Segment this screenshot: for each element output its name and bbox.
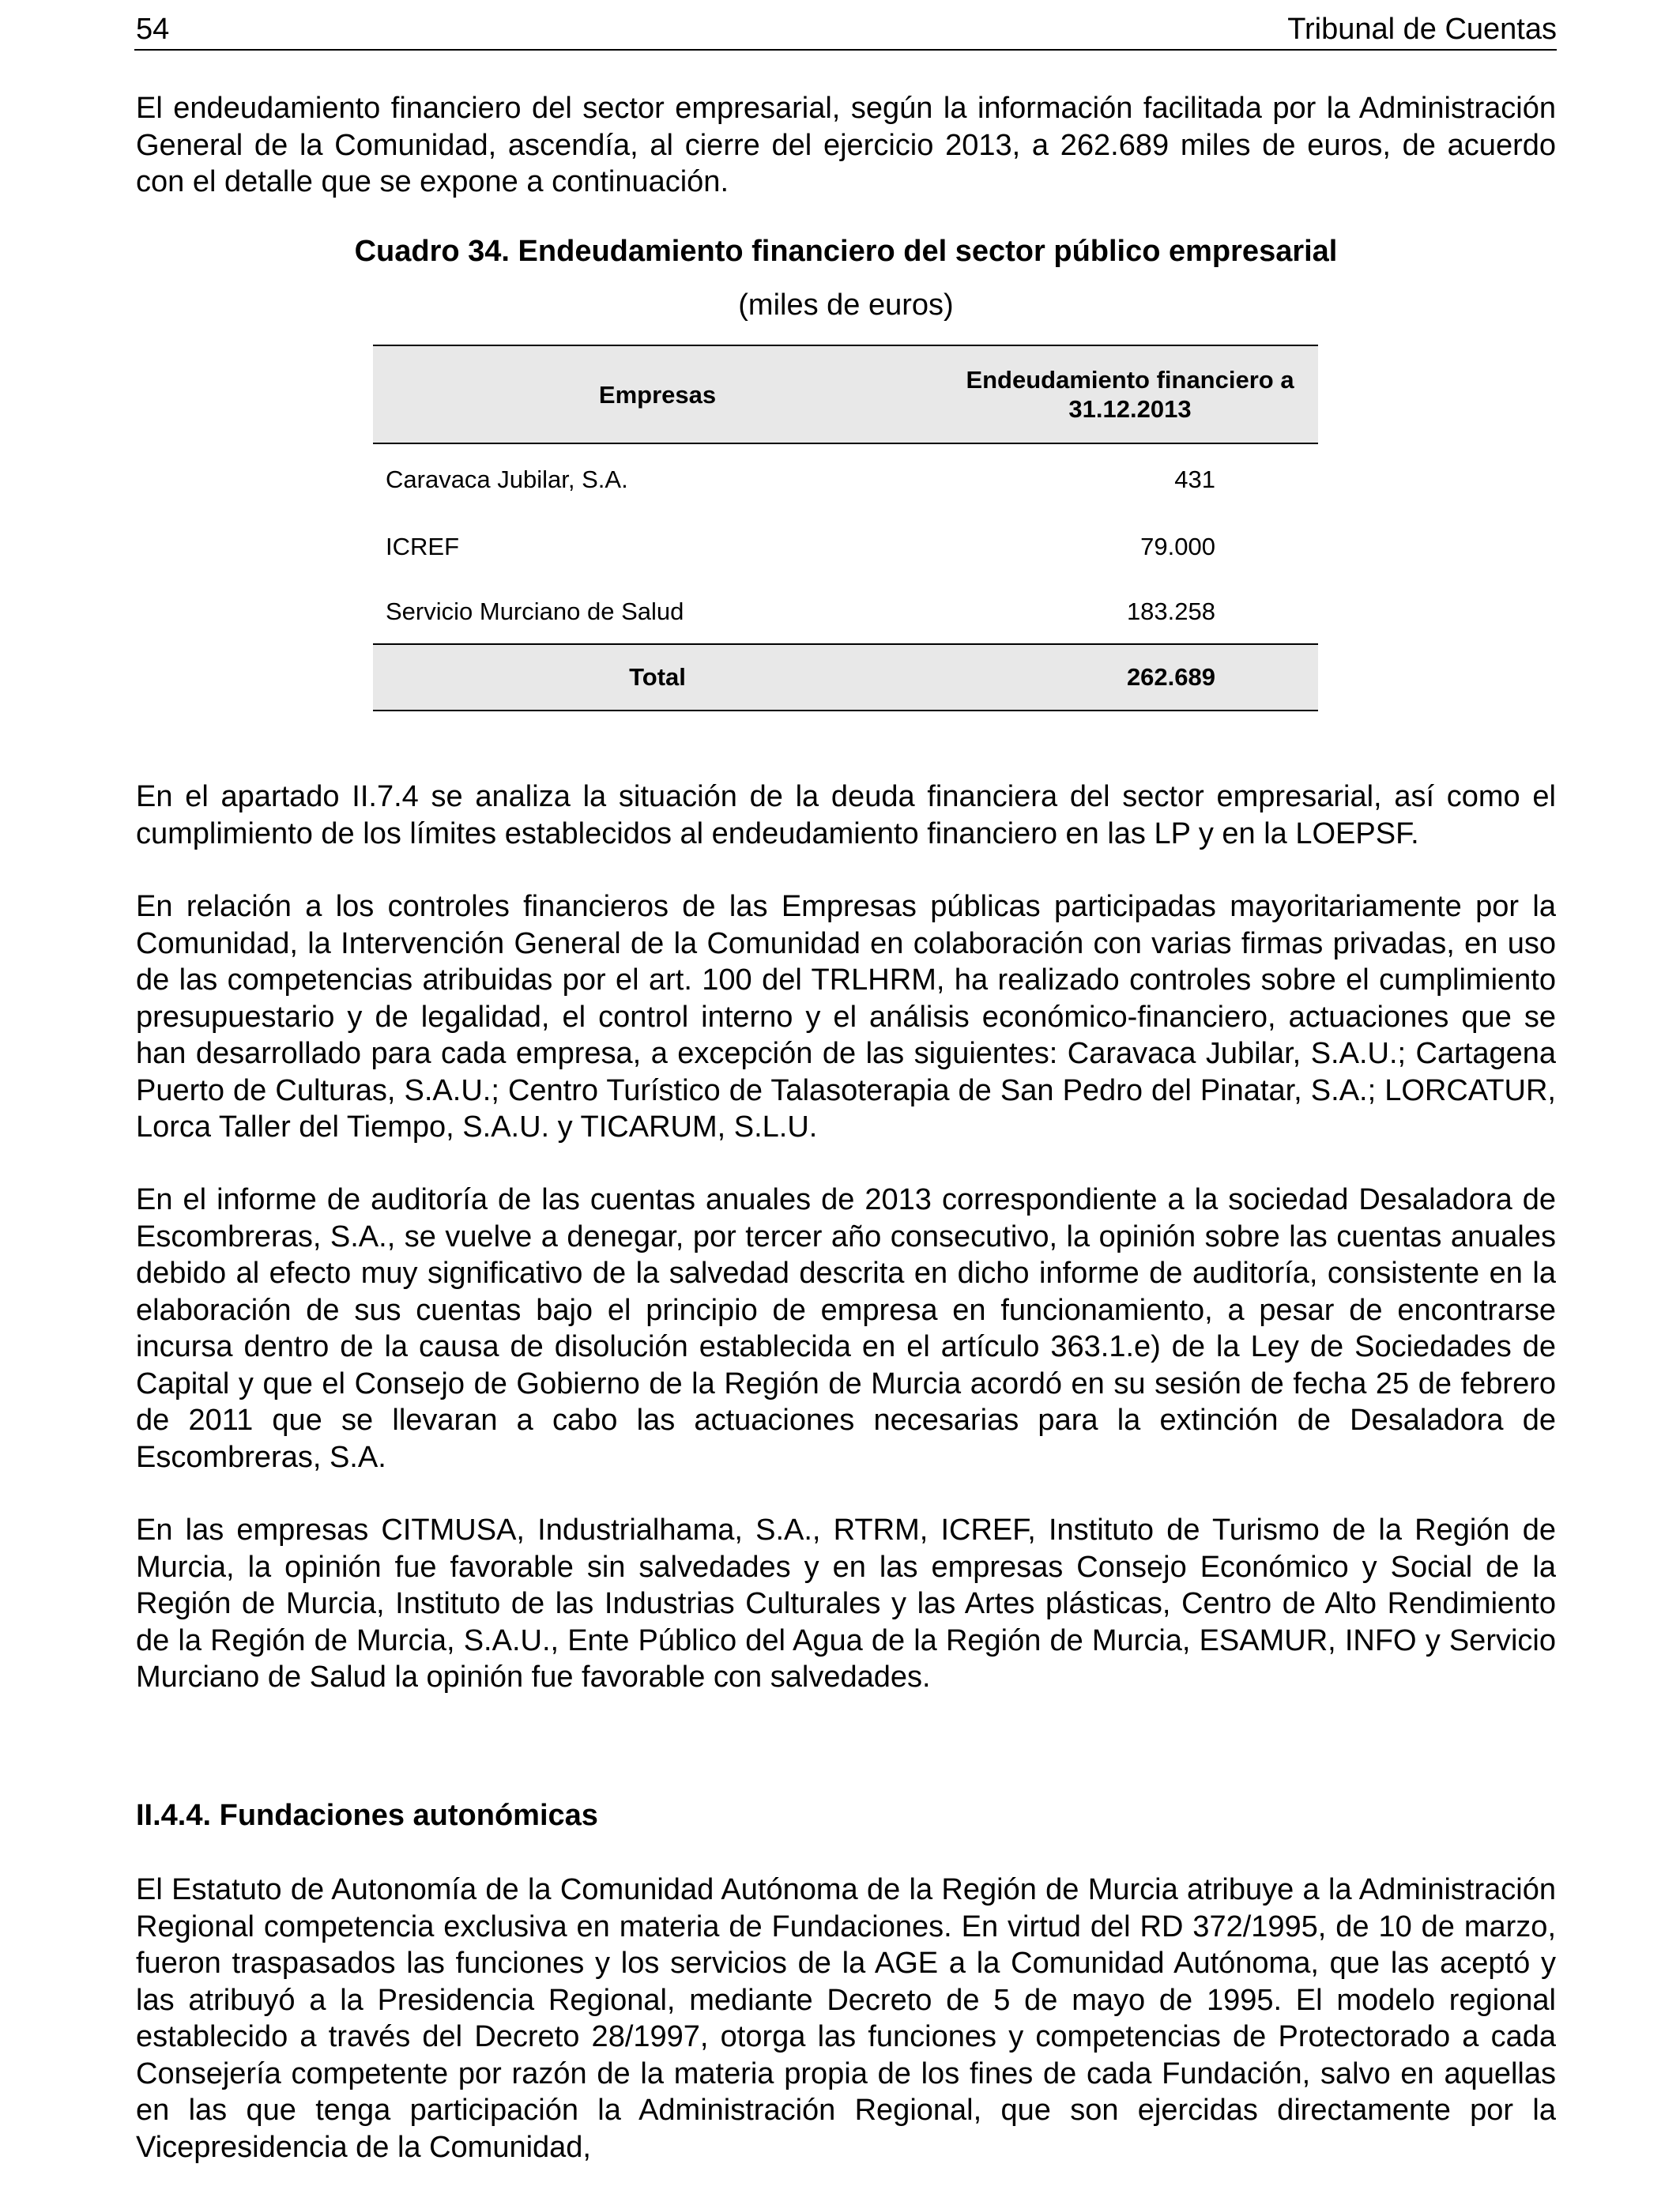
column-header-endeudamiento: [942, 345, 1318, 443]
intro-paragraph: El endeudamiento financiero del sector empresarial, según la información facilitada por la Administración General de la Comunidad, ascendía, al cierre del ejercicio 2013, a 262.689 miles de euros, de acuerdo con el detalle que se expone a continuación.: [136, 92, 1556, 198]
table-row: [373, 579, 1318, 644]
column-header-endeudamiento-text: Endeudamiento financiero a 31.12.2013: [966, 366, 1294, 423]
row-name: Caravaca Jubilar, S.A.: [386, 465, 628, 493]
table-row: [373, 515, 1318, 579]
total-label: Total: [373, 644, 942, 711]
paragraph-opiniones: En las empresas CITMUSA, Industrialhama, S.A., RTRM, ICREF, Instituto de Turismo de la Región de Murcia, la opinión fue favorable sin salvedades y en las empresas Consejo Económico y Social de la Región de Murcia, Instituto de las Industrias Culturales y las Artes plásticas, Centro de Alto Rendimiento de la Región de Murcia, S.A.U., Ente Público del Agua de la Región de Murcia, ESAMUR, INFO y Servicio Murciano de Salud la opinión fue favorable con salvedades.: [136, 1514, 1556, 1694]
table-row: [373, 443, 1318, 515]
page-header: [134, 8, 1557, 51]
table-units: (miles de euros): [738, 288, 954, 322]
row-value: 183.258: [1126, 597, 1215, 625]
debt-table: [373, 345, 1318, 711]
running-title: Tribunal de Cuentas: [1287, 13, 1557, 46]
table-header-row: [373, 345, 1318, 443]
total-value: 262.689: [942, 644, 1318, 711]
page-number: 54: [136, 13, 170, 46]
paragraph-fundaciones: El Estatuto de Autonomía de la Comunidad Autónoma de la Región de Murcia atribuye a la Administración Regional competencia exclusiva en materia de Fundaciones. En virtud del RD 372/1995, de 10 de marzo, fueron traspasados las funciones y los servicios de la AGE a la Comunidad Autónoma, que las aceptó y las atribuyó a la Presidencia Regional, mediante Decreto de 5 de mayo de 1995. El modelo regional establecido a través del Decreto 28/1997, otorga las funciones y competencias de Protectorado a cada Consejería competente por razón de la materia propia de los fines de cada Fundación, salvo en aquellas en las que tenga participación la Administración Regional, que son ejercidas directamente por la Vicepresidencia de la Comunidad,: [136, 1873, 1556, 2164]
row-name: ICREF: [386, 533, 459, 560]
table-total-row: [373, 644, 1318, 711]
table-caption: Cuadro 34. Endeudamiento financiero del sector público empresarial: [354, 235, 1338, 268]
paragraph-apartado: En el apartado II.7.4 se analiza la situación de la deuda financiera del sector empresarial, así como el cumplimiento de los límites establecidos al endeudamiento financiero en las LP y en la LOEPSF.: [136, 780, 1556, 850]
section-heading: II.4.4. Fundaciones autonómicas: [136, 1799, 598, 1832]
column-header-empresas: Empresas: [373, 345, 942, 443]
row-value: 431: [1174, 465, 1215, 493]
row-name: Servicio Murciano de Salud: [386, 597, 684, 625]
paragraph-auditoria: En el informe de auditoría de las cuentas anuales de 2013 correspondiente a la sociedad Desaladora de Escombreras, S.A., se vuelve a denegar, por tercer año consecutivo, la opinión sobre las cuentas anuales debido al efecto muy significativo de la salvedad descrita en dicho informe de auditoría, consistente en la elaboración de sus cuentas bajo el principio de empresa en funcionamiento, a pesar de encontrarse incursa dentro de la causa de disolución establecida en el artículo 363.1.e) de la Ley de Sociedades de Capital y que el Consejo de Gobierno de la Región de Murcia acordó en su sesión de fecha 25 de febrero de 2011 que se llevaran a cabo las actuaciones necesarias para la extinción de Desaladora de Escombreras, S.A.: [136, 1183, 1556, 1474]
row-value: 79.000: [1140, 533, 1215, 560]
paragraph-controles: En relación a los controles financieros de las Empresas públicas participadas mayoritariamente por la Comunidad, la Intervención General de la Comunidad en colaboración con varias firmas privadas, en uso de las competencias atribuidas por el art. 100 del TRLHRM, ha realizado controles sobre el cumplimiento presupuestario y de legalidad, el control interno y el análisis económico-financiero, actuaciones que se han desarrollado para cada empresa, a excepción de las siguientes: Caravaca Jubilar, S.A.U.; Cartagena Puerto de Culturas, S.A.U.; Centro Turístico de Talasoterapia de San Pedro del Pinatar, S.A.; LORCATUR, Lorca Taller del Tiempo, S.A.U. y TICARUM, S.L.U.: [136, 890, 1556, 1144]
